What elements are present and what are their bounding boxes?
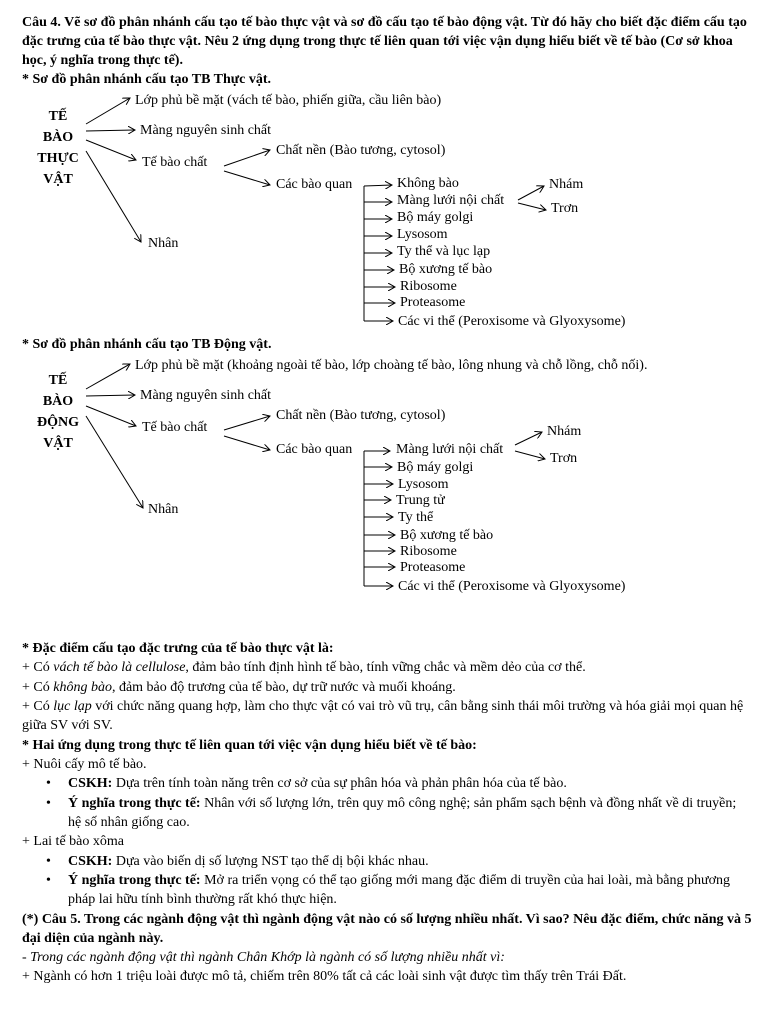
plant-er-rough: Nhám — [549, 177, 584, 192]
plant-root-label: TẾ BÀO THỰC VẬT — [37, 109, 79, 187]
animal-organelles: Các bào quan — [276, 442, 353, 457]
somatic-hybrid-basis: • CSKH: Dựa vào biến dị số lượng NST tạo thể dị bội khác nhau. — [46, 854, 429, 869]
animal-er-smooth: Trơn — [550, 451, 578, 466]
application-somatic-hybrid: + Lai tế bào xôma — [22, 834, 124, 849]
feature-chloroplast: + Có lục lạp với chức năng quang hợp, làm cho thực vật có vai trò vũ trụ, cân bằng sinh thái môi trường và hóa giải mọi quan hệ giữa SV với SV. — [22, 699, 744, 733]
animal-organelle-item: Lysosom — [398, 477, 449, 492]
features-heading: * Đặc điểm cấu tạo đặc trưng của tế bào thực vật là: — [22, 641, 334, 656]
plant-diagram-heading: * Sơ đồ phân nhánh cấu tạo TB Thực vật. — [22, 72, 272, 87]
animal-organelle-item: Ty thể — [398, 510, 434, 525]
animal-root-label: TẾ BÀO ĐỘNG VẬT — [37, 373, 79, 451]
animal-membrane: Màng nguyên sinh chất — [140, 388, 272, 403]
tissue-culture-basis: • CSKH: Dựa trên tính toàn năng trên cơ sở của sự phân hóa và phản phân hóa của tế bào. — [46, 776, 567, 791]
answer-5-point-1: + Ngành có hơn 1 triệu loài được mô tả, chiếm trên 80% tất cả các loài sinh vật được tìm thấy trên Trái Đất. — [22, 969, 627, 984]
plant-er-smooth: Trơn — [551, 201, 579, 216]
animal-organelle-item: Bộ máy golgi — [397, 460, 474, 475]
animal-er-rough: Nhám — [547, 424, 582, 439]
feature-vacuole: + Có không bào, đảm bảo độ trương của tế bào, dự trữ nước và muối khoáng. — [22, 680, 456, 695]
plant-organelle-item: Các vi thể (Peroxisome và Glyoxysome) — [398, 314, 626, 329]
animal-organelle-item: Các vi thể (Peroxisome và Glyoxysome) — [398, 579, 626, 594]
plant-organelle-item: Bộ xương tế bào — [399, 262, 493, 277]
animal-nucleus: Nhân — [148, 502, 179, 517]
question-5: (*) Câu 5. Trong các ngành động vật thì ngành động vật nào có số lượng nhiều nhất. Vì sao? Nêu đặc điểm, chức năng và 5 đại diện của ngành này. — [22, 912, 752, 946]
plant-organelle-item: Không bào — [397, 176, 459, 191]
animal-organelle-item: Trung tử — [396, 493, 445, 508]
applications-heading: * Hai ứng dụng trong thực tế liên quan tới việc vận dụng hiểu biết về tế bào: — [22, 738, 477, 753]
animal-diagram-heading: * Sơ đồ phân nhánh cấu tạo TB Động vật. — [22, 337, 272, 352]
animal-organelle-item: Proteasome — [400, 560, 466, 575]
tissue-culture-meaning: • Ý nghĩa trong thực tế: Nhân với số lượng lớn, trên quy mô công nghệ; sản phẩm sạch bệnh và đồng nhất về di truyền; hệ số nhân giống cao. — [46, 796, 737, 830]
animal-organelle-item: Bộ xương tế bào — [400, 528, 494, 543]
plant-organelle-item: Màng lưới nội chất — [397, 193, 505, 208]
plant-organelle-item: Proteasome — [400, 295, 466, 310]
bullet-icon: • — [46, 873, 51, 888]
plant-cytoplasm: Tế bào chất — [142, 155, 208, 170]
question-4: Câu 4. Vẽ sơ đồ phân nhánh cấu tạo tế bào thực vật và sơ đồ cấu tạo tế bào động vật. Từ đó hãy cho biết đặc điểm cấu tạo đặc trưng của tế bào thực vật. Nêu 2 ứng dụng trong thực tế liên quan tới việc vận dụng hiểu biết về tế bào (Cơ sở khoa học, ý nghĩa trong thực tế). — [22, 15, 747, 68]
plant-organelle-item: Ribosome — [400, 279, 457, 294]
feature-cell-wall: + Có vách tế bào là cellulose, đảm bảo tính định hình tế bào, tính vững chắc và mềm dẻo của cơ thể. — [22, 660, 586, 675]
bullet-icon: • — [46, 776, 51, 791]
animal-organelle-item: Ribosome — [400, 544, 457, 559]
answer-5-intro: - Trong các ngành động vật thì ngành Chân Khớp là ngành có số lượng nhiều nhất vì: — [22, 950, 505, 965]
application-tissue-culture: + Nuôi cấy mô tế bào. — [22, 757, 147, 772]
plant-matrix: Chất nền (Bào tương, cytosol) — [276, 143, 446, 158]
plant-organelle-item: Lysosom — [397, 227, 448, 242]
plant-organelle-item: Ty thể và lục lạp — [397, 244, 491, 259]
plant-organelles: Các bào quan — [276, 177, 353, 192]
animal-matrix: Chất nền (Bào tương, cytosol) — [276, 408, 446, 423]
animal-organelle-item: Màng lưới nội chất — [396, 442, 504, 457]
bullet-icon: • — [46, 796, 51, 811]
plant-organelle-item: Bộ máy golgi — [397, 210, 474, 225]
animal-cytoplasm: Tế bào chất — [142, 420, 208, 435]
bullet-icon: • — [46, 854, 51, 869]
plant-membrane: Màng nguyên sinh chất — [140, 123, 272, 138]
animal-surface-layer: Lớp phủ bề mặt (khoảng ngoài tế bào, lớp choàng tế bào, lông nhung và chỗ lồng, chỗ nối). — [135, 358, 648, 373]
somatic-hybrid-meaning: • Ý nghĩa trong thực tế: Mở ra triển vọng có thể tạo giống mới mang đặc điểm di truyền của hai loài, mà bằng phương pháp lai hữu tính bình thường rất khó thực hiện. — [46, 873, 730, 907]
plant-nucleus: Nhân — [148, 236, 179, 251]
plant-surface-layer: Lớp phủ bề mặt (vách tế bào, phiến giữa, cầu liên bào) — [135, 93, 442, 108]
